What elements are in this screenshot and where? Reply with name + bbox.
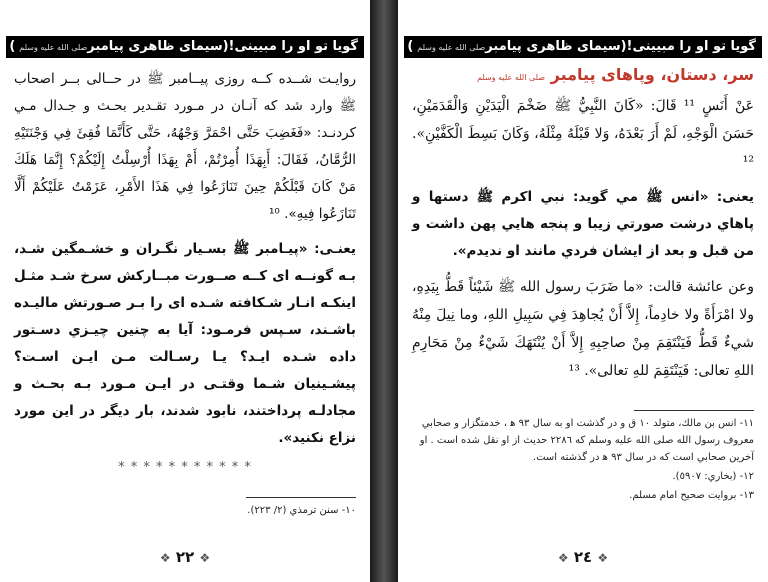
footnotes [412,415,754,506]
section-honorific: صلى الله عليه وسلم [477,73,546,82]
translation-paragraph: یعنی: «انس ﷺ مي گوید: نبي اکرم ﷺ دستها و پاهاي درشت صورتي زیبا و پنجه هایي پهن داشت و من قبل و بعد از ایشان فردي مانند او ندیدم». [412,189,754,259]
right-page-body [412,92,754,393]
hadith-arabic: وعن عائشة قالت: «ما ضَرَبَ رسول الله ﷺ شَيْئاً قَطُّ بِيَدِهِ، ولا امْرَأَةً ولا خادِماً، إِلاَّ أَنْ يُجاهِدَ فِي سَبِيلِ اللهِ، وما نِيلَ مِنْهُ شيءٌ قَطُّ فَيَنْتَقِمَ مِنْ صاحِبِهِ إِلاَّ أَنْ يُنْتَهَكَ شَيْءٌ مِنْ مَحَارِمِ اللهِ تعالى: فَيَنْتَقِمَ للهِ تعالى». ¹³ [412,279,754,379]
ornament-left-icon: ❖ [557,551,569,565]
section-divider-stars: * * * * * * * * * * * [118,460,252,475]
ornament-right-icon: ❖ [199,551,211,565]
footnote: ١٢- (بخاري: ٥٩٠٧). [672,471,754,482]
header-honorific: صلى الله عليه وسلم [19,43,88,52]
ornament-left-icon: ❖ [159,551,171,565]
footnote: ١٣- بروايت صحيح امام مسلم. [629,490,754,501]
ornament-right-icon: ❖ [597,551,609,565]
left-page-body [14,66,356,475]
hadith-arabic: عَنْ أَنَسٍ ¹¹ قَالَ: «كَانَ النَّبِيُّ ﷺ ضَخْمَ الْيَدَيْنِ وَالْقَدَمَيْنِ، حَسَنَ الْوَجْهِ، لَمْ أَرَ بَعْدَهُ، وَلا قَبْلَهُ مِثْلَهُ، وَكَانَ بَسِطَ الْكَفَّيْنِ». ¹² [412,98,755,170]
narration-paragraph: روایـت شــده کــه روزی پیــامبر ﷺ در حــالی بــر اصحاب ﷺ وارد شد که آنـان در مـورد تقـدیر بحـث و جـدال مـي کردنـد: «فَغَضِبَ حَتَّى احْمَرَّ وَجْهُهُ، حَتَّى كَأَنَّمَا فُقِئَ فِي وَجْنَتَيْهِ الرُّمَّانُ، فَقَالَ: أَبِهَذَا أُمِرْتُمْ، أَمْ بِهَذَا أُرْسِلْتُ إِلَيْكُمْ؟ إِنَّمَا هَلَكَ مَنْ كَانَ قَبْلَكُمْ حِينَ تَنَازَعُوا فِي هَذَا الأَمْرِ، عَزَمْتُ عَلَيْكُمْ أَلَّا تَنَازَعُوا فِيهِ». ¹⁰ [14,71,356,222]
running-header [6,36,364,58]
footnote: ١٠- سنن ترمذي (٢/ ٢٢٣). [247,505,356,516]
running-header [404,36,762,58]
page-number: ❖ ٢٢ ❖ [159,548,211,566]
left-page [0,0,370,582]
header-title: گویا تو او را مبیینی!(سیمای ظاهری پیامبر [485,39,756,54]
right-page [398,0,768,582]
footnote-rule [634,410,754,411]
header-honorific: صلى الله عليه وسلم [417,43,486,52]
section-title: سر، دستان، وپاهای پیامبر صلى الله عليه وسلم [477,65,754,84]
book-spine [370,0,398,582]
translation-paragraph: یعنـی: «پیـامبر ﷺ بسـیار نگـران و خشـمگین شـد، بـه گونــه ای کــه صــورت مبــارکش سرخ شـد مثـل اینکـه انـار شـکافته شـده ای را بـر صـورتش مالیـده باشـند، سـپس فرمـود: آیا به چنین چیـزي دسـتور داده شـده ایـد؟ یـا رسـالت مـن ایـن اسـت؟ پیشـینیان شـما وقتـی در ایـن مـورد بـه بحـث و مجادلـه پرداختند، نابود شدند، بار دیگر در این مورد نزاع نکنید». [14,241,356,446]
header-title: گویا تو او را مبیینی!(سیمای ظاهری پیامبر [87,39,358,54]
header-close: ) [407,39,414,54]
footnotes [14,502,356,521]
footnote: ١١- انس بن مالك، متولد ١٠ ق و در گذشت او به سال ٩٣ ﻫ ، خدمتگزار و صحابي معروف رسول الله صلى الله عليه وسلم که ٢٢٨٦ حديث از او نقل شده است . او آخرين صحابي است که در سال ٩٣ ﻫ در گذشته است. [419,418,754,463]
page-number: ❖ ٢٤ ❖ [557,548,609,566]
footnote-rule [246,497,356,498]
header-close: ) [9,39,16,54]
